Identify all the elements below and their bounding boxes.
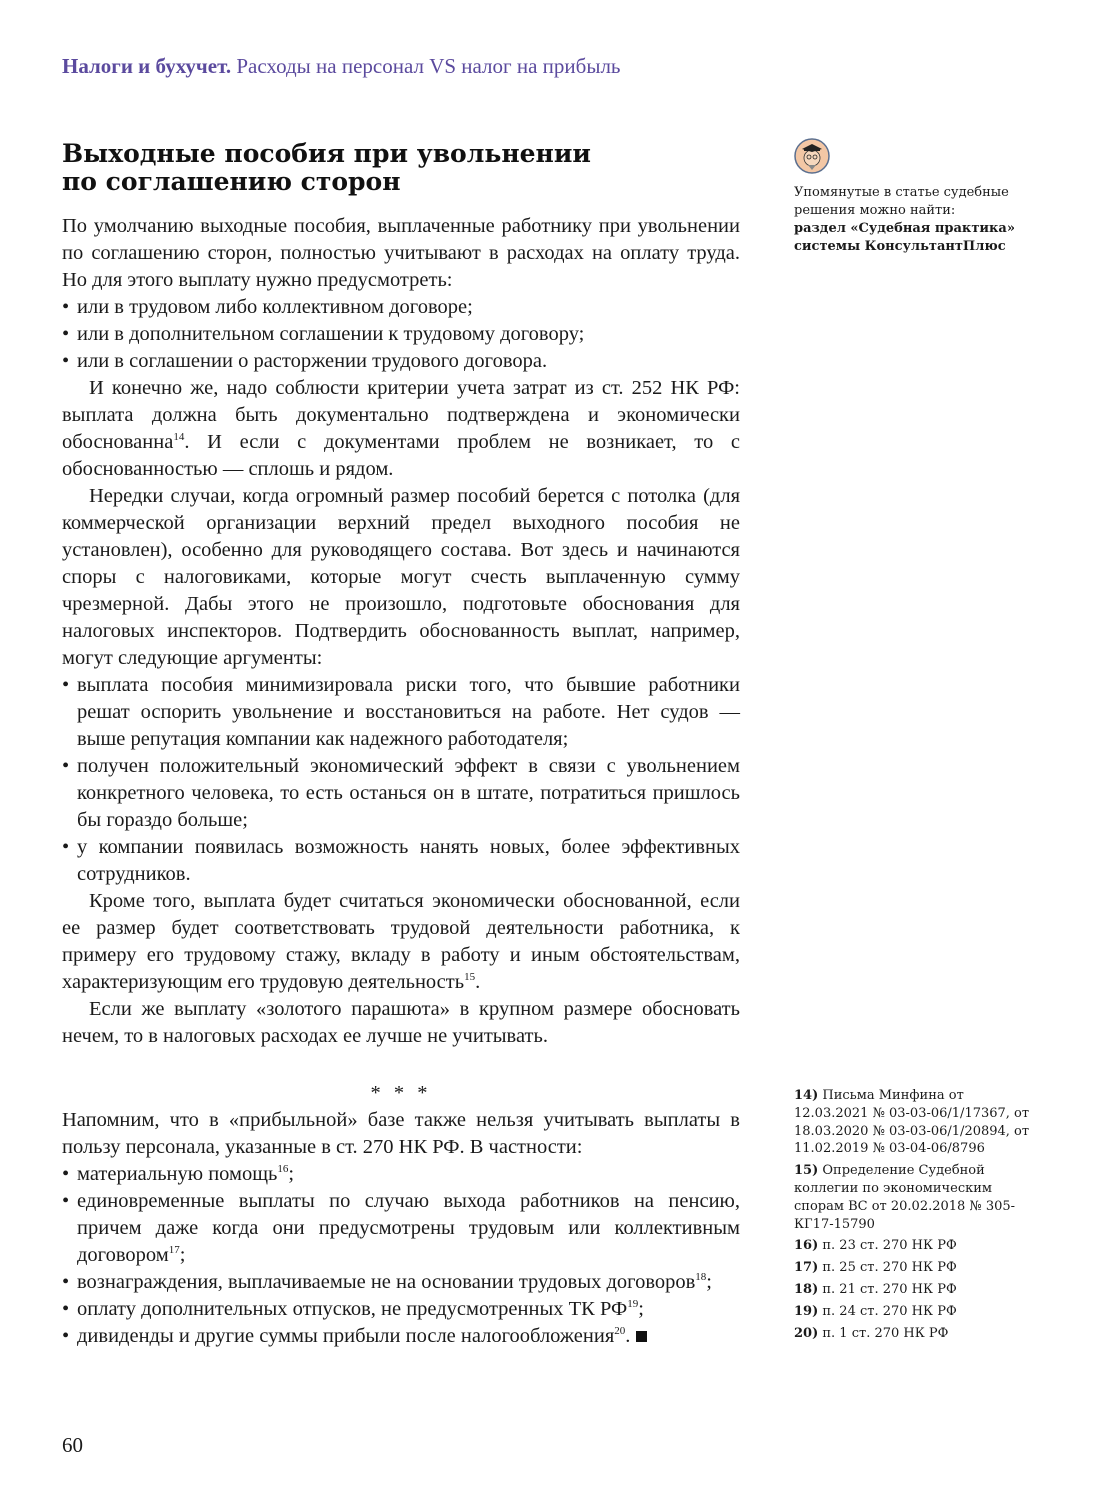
article-body-continued (62, 1080, 740, 1350)
bullet-icon: • (62, 1190, 70, 1212)
list-item: • выплата пособия минимизировала риски того, что бывшие работники решат оспорить увольнение и восстановиться на работе. Нет судов — выше репутация компании как надежного работодателя; (62, 674, 740, 750)
footnote-ref: 15 (464, 971, 476, 984)
footnote-ref: 19 (627, 1298, 639, 1311)
footnote: 18) п. 21 ст. 270 НК РФ (794, 1281, 957, 1297)
footnote-ref: 14 (173, 431, 185, 444)
bullet-icon: • (62, 755, 70, 777)
header-subtitle: Расходы на персонал VS налог на прибыль (231, 54, 621, 78)
page-number: 60 (62, 1433, 83, 1457)
footnotes (794, 1087, 1034, 1346)
bullet-icon: • (62, 350, 70, 372)
list-item: • или в дополнительном соглашении к трудовому договору; (62, 321, 740, 348)
footnote-ref: 16 (277, 1163, 289, 1176)
header-rubric: Налоги и бухучет. (62, 54, 232, 78)
footnote: 17) п. 25 ст. 270 НК РФ (794, 1260, 957, 1276)
paragraph-disputes: Нередки случаи, когда огромный размер пособий берется с потолка (для коммерческой организации верхний предел выходного пособия не установлен), особенно для руководящего состава. Вот здесь и начинаются споры с налоговиками, которые могут счесть выплаченную сумму чрезмерной. Дабы этого не произошло, подготовьте обоснования для налоговых инспекторов. Подтвердить обоснованность выплат, например, могут следующие аргументы: (62, 485, 740, 669)
list-item: • у компании появилась возможность нанять новых, более эффективных сотрудников. (62, 836, 740, 885)
footnote-ref: 18 (695, 1271, 707, 1284)
bullet-icon: • (62, 1163, 70, 1185)
list-item: • или в трудовом либо коллективном договоре; (62, 294, 740, 321)
list-item: • материальную помощь$^{16}$; (62, 1161, 740, 1188)
sidebar-note-text: Упомянутые в статье судебные решения можно найти: (794, 185, 1009, 218)
bullet-icon: • (62, 1325, 70, 1347)
footnote: 19) п. 24 ст. 270 НК РФ (794, 1303, 957, 1319)
bullet-icon: • (62, 323, 70, 345)
list-item: • единовременные выплаты по случаю выхода работников на пенсию, причем даже когда они предусмотрены трудовым или коллективным договором$^{17}$; (62, 1190, 740, 1266)
article-title-line2: по соглашению сторон (62, 167, 401, 196)
section-separator: * * * (370, 1082, 432, 1104)
footnote: 14) Письма Минфина от 12.03.2021 № 03-03-06/1/17367, от 18.03.2020 № 03-03-06/1/20894, от 11.02.2019 № 03-04-06/8796 (794, 1088, 1030, 1157)
list-item: • или в соглашении о расторжении трудового договора. (62, 348, 740, 375)
bullet-list-exclusions (62, 1161, 740, 1350)
list-item: • дивиденды и другие суммы прибыли после налогообложения$^{20}$. (62, 1323, 740, 1350)
list-item: • оплату дополнительных отпусков, не предусмотренных ТК РФ$^{19}$; (62, 1296, 740, 1323)
list-item: • вознаграждения, выплачиваемые не на основании трудовых договоров$^{18}$; (62, 1269, 740, 1296)
article-title (62, 140, 622, 196)
end-of-article-icon (636, 1331, 647, 1342)
running-header (62, 52, 1042, 80)
footnote: 16) п. 23 ст. 270 НК РФ (794, 1238, 957, 1254)
paragraph-reminder: Напомним, что в «прибыльной» базе также нельзя учитывать выплаты в пользу персонала, указанные в ст. 270 НК РФ. В частности: (62, 1109, 740, 1158)
paragraph-intro: По умолчанию выходные пособия, выплаченные работнику при увольнении по соглашению сторон, полностью учитывают в расходах на оплату труда. Но для этого выплату нужно предусмотреть: (62, 215, 740, 291)
paragraph-criteria: И конечно же, надо соблюсти критерии учета затрат из ст. 252 НК РФ: выплата должна быть документально подтверждена и экономически обоснованна$^{14}$. И если с документами проблем не возникает, то с обоснованностью — сплошь и рядом. (62, 377, 740, 480)
footnote-ref: 17 (168, 1244, 180, 1257)
bullet-icon: • (62, 1271, 70, 1293)
sidebar-note-source: раздел «Судебная практика» системы КонсультантПлюс (794, 221, 1015, 254)
bullet-icon: • (62, 296, 70, 318)
bullet-list-agreements (62, 294, 740, 375)
list-item: • получен положительный экономический эффект в связи с увольнением конкретного человека, то есть останься он в штате, потратиться пришлось бы гораздо больше; (62, 755, 740, 831)
footnote: 20) п. 1 ст. 270 НК РФ (794, 1325, 949, 1341)
expert-avatar-icon (794, 138, 830, 174)
paragraph-justification: Кроме того, выплата будет считаться экономически обоснованной, если ее размер будет соответствовать трудовой деятельности работника, к примеру его трудовому стажу, вкладу в работу и иным обстоятельствам, характеризующим его трудовую деятельность$^{15}$. (62, 890, 740, 993)
bullet-icon: • (62, 1298, 70, 1320)
bullet-icon: • (62, 836, 70, 858)
footnote-ref: 20 (614, 1325, 626, 1338)
paragraph-golden-parachute: Если же выплату «золотого парашюта» в крупном размере обосновать нечем, то в налоговых расходах ее лучше не учитывать. (62, 998, 740, 1047)
bullet-list-arguments (62, 672, 740, 888)
bullet-icon: • (62, 674, 70, 696)
article-body (62, 213, 740, 1050)
article-title-line1: Выходные пособия при увольнении (62, 139, 591, 168)
footnote: 15) Определение Судебной коллегии по экономическим спорам ВС от 20.02.2018 № 305-КГ17-15790 (794, 1163, 1016, 1232)
sidebar-note (794, 184, 1034, 256)
